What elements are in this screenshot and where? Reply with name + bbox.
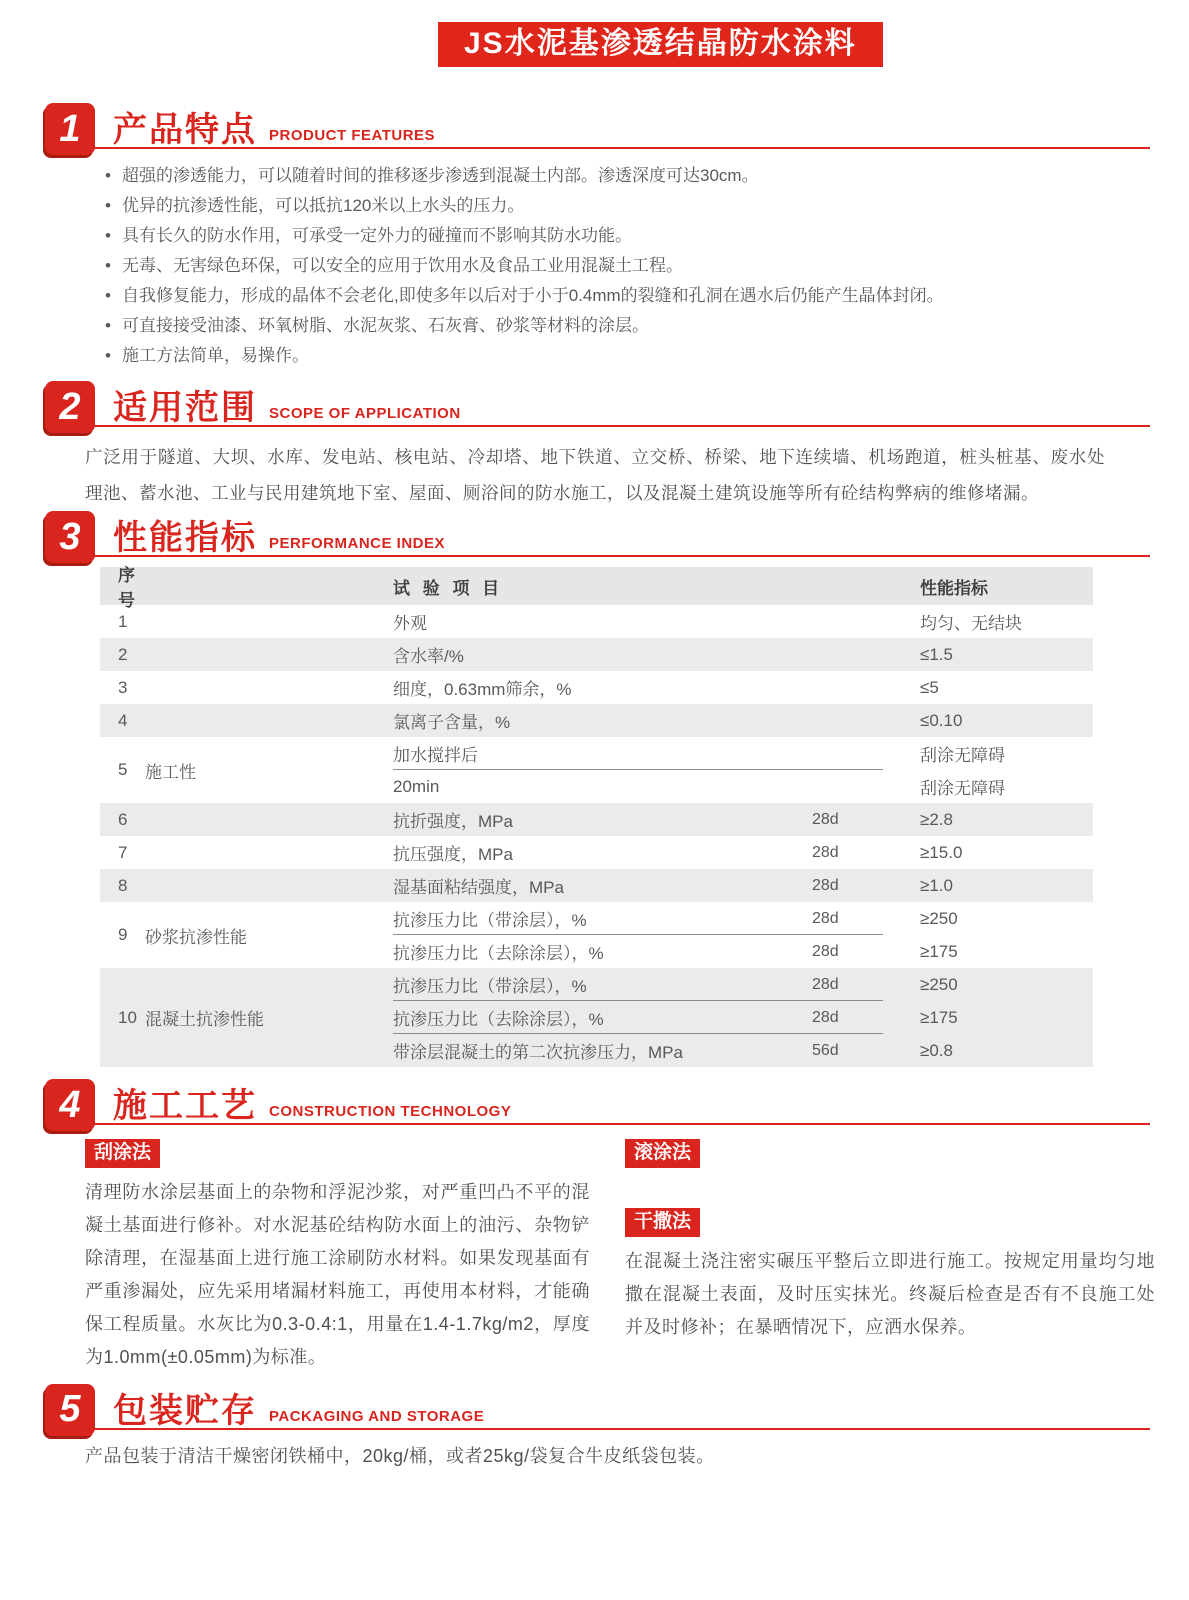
section-number-badge: 5 (45, 1384, 95, 1436)
row-number: 3 (118, 677, 128, 697)
test-item: 20min (393, 776, 440, 796)
test-item: 细度，0.63mm筛余，% (393, 680, 572, 699)
feature-item: • 可直接接受油漆、环氧树脂、水泥灰浆、石灰膏、砂浆等材料的涂层。 (105, 311, 1069, 341)
test-item: 抗折强度，MPa (393, 812, 513, 831)
row-lines (393, 836, 1093, 869)
performance-table (100, 567, 1093, 1067)
test-item: 外观 (393, 614, 427, 633)
test-index: ≥175 (920, 941, 958, 961)
test-index: ≤5 (920, 677, 939, 697)
test-index: ≤1.5 (920, 644, 953, 664)
test-index: ≥175 (920, 1007, 958, 1027)
table-row (100, 638, 1093, 671)
table-subrow (393, 1001, 1093, 1034)
feature-item: • 自我修复能力，形成的晶体不会老化,即使多年以后对于小于0.4mm的裂缝和孔洞在遇水后仍能产生晶体封闭。 (105, 281, 1069, 311)
feature-item: • 施工方法简单，易操作。 (105, 341, 1069, 371)
test-index: 均匀、无结块 (920, 614, 1022, 633)
section-subtitle: SCOPE OF APPLICATION (269, 405, 461, 422)
test-item: 抗渗压力比（去除涂层），% (393, 1010, 604, 1029)
feature-item: • 具有长久的防水作用，可承受一定外力的碰撞而不影响其防水功能。 (105, 221, 1069, 251)
test-age: 28d (812, 876, 839, 894)
feature-item: • 超强的渗透能力，可以随着时间的推移逐步渗透到混凝土内部。渗透深度可达30cm。 (105, 161, 1069, 191)
row-lines (393, 704, 1093, 737)
test-index: ≥0.8 (920, 1040, 953, 1060)
section-number-badge: 1 (45, 103, 95, 155)
row-number: 10 (118, 1007, 137, 1027)
row-number: 4 (118, 710, 128, 730)
section-header-product-features (45, 103, 1150, 149)
table-subrow (393, 836, 1093, 869)
column-header-index: 性能指标 (920, 578, 988, 598)
test-age: 28d (812, 810, 839, 828)
features-list (105, 161, 1069, 371)
test-item: 带涂层混凝土的第二次抗渗压力，MPa (393, 1043, 683, 1062)
row-number: 1 (118, 611, 128, 631)
feature-item: • 优异的抗渗透性能，可以抵抗120米以上水头的压力。 (105, 191, 1069, 221)
table-header-row (100, 566, 1093, 610)
row-lines (393, 737, 1093, 803)
table-row (100, 803, 1093, 836)
test-item: 加水搅拌后 (393, 746, 478, 765)
table-row (100, 869, 1093, 902)
dry-sprinkle-method-text: 在混凝土浇注密实碾压平整后立即进行施工。按规定用量均匀地撒在混凝土表面，及时压实抹光。终凝后检查是否有不良施工处并及时修补；在暴晒情况下，应洒水保养。 (625, 1250, 1155, 1337)
table-subrow (393, 704, 1093, 737)
table-row (100, 737, 1093, 803)
row-lines (393, 605, 1093, 638)
construction-columns (85, 1139, 1189, 1374)
section-header-construction (45, 1079, 1150, 1125)
test-age: 28d (812, 843, 839, 861)
test-age: 56d (812, 1041, 839, 1059)
row-lines (393, 869, 1093, 902)
row-attribute: 砂浆抗渗性能 (145, 927, 247, 947)
test-item: 抗渗压力比（去除涂层），% (393, 944, 604, 963)
table-row (100, 902, 1093, 968)
table-row (100, 605, 1093, 638)
row-number: 5 (118, 760, 128, 779)
table-subrow (393, 935, 1093, 968)
table-row (100, 671, 1093, 704)
table-subrow (393, 638, 1093, 671)
section-title: 施工工艺 (113, 1087, 257, 1125)
section-subtitle: CONSTRUCTION TECHNOLOGY (269, 1103, 512, 1120)
section-header-scope (45, 381, 1150, 427)
test-item: 抗渗压力比（带涂层），% (393, 911, 587, 930)
section-subtitle: PRODUCT FEATURES (269, 127, 436, 144)
feature-item: • 无毒、无害绿色环保，可以安全的应用于饮用水及食品工业用混凝土工程。 (105, 251, 1069, 281)
table-subrow (393, 968, 1093, 1001)
test-index: 刮涂无障碍 (920, 779, 1005, 798)
test-age: 28d (812, 1008, 839, 1026)
test-index: ≥1.0 (920, 875, 953, 895)
test-age: 28d (812, 975, 839, 993)
row-lines (393, 638, 1093, 671)
section-title: 性能指标 (113, 519, 257, 557)
table-subrow (393, 605, 1093, 638)
scrape-method-text: 清理防水涂层基面上的杂物和浮泥沙浆，对严重凹凸不平的混凝土基面进行修补。对水泥基砼结构防水面上的油污、杂物铲除清理，在湿基面上进行施工涂刷防水材料。如果发现基面有严重渗漏处，应先采用堵漏材料施工，再使用本材料，才能确保工程质量。水灰比为0.3-0.4:1，用量在1.4-1.7kg/m2，厚度为1.0mm(±0.05mm)为标准。 (85, 1181, 590, 1367)
test-index: ≥2.8 (920, 809, 953, 829)
scope-paragraph: 广泛用于隧道、大坝、水库、发电站、核电站、冷却塔、地下铁道、立交桥、桥梁、地下连续墙、机场跑道，桩头桩基、废水处理池、蓄水池、工业与民用建筑地下室、屋面、厕浴间的防水施工，以及混凝土建筑设施等所有砼结构弊病的维修堵漏。 (85, 447, 1105, 503)
section-number-badge: 3 (45, 511, 95, 563)
row-number: 2 (118, 644, 128, 664)
column-header-item: 试 验 项 目 (393, 578, 504, 598)
table-row (100, 836, 1093, 869)
table-subrow (393, 869, 1093, 902)
column-header-no: 序号 (118, 566, 135, 610)
test-item: 含水率/% (393, 647, 464, 666)
section-subtitle: PERFORMANCE INDEX (269, 535, 446, 552)
section-number-badge: 2 (45, 381, 95, 433)
test-index: ≤0.10 (920, 710, 963, 730)
row-number: 7 (118, 842, 128, 862)
row-lines (393, 671, 1093, 704)
scrape-method-column (85, 1139, 590, 1374)
product-title-banner: JS水泥基渗透结晶防水涂料 (438, 22, 883, 67)
section-header-packaging (45, 1384, 1150, 1430)
row-lines (393, 803, 1093, 836)
test-age: 28d (812, 942, 839, 960)
table-subrow (393, 803, 1093, 836)
test-index: 刮涂无障碍 (920, 746, 1005, 765)
row-attribute: 施工性 (145, 762, 196, 782)
dry-sprinkle-method-badge: 干撒法 (625, 1208, 700, 1237)
row-number: 8 (118, 875, 128, 895)
packaging-text: 产品包装于清洁干燥密闭铁桶中，20kg/桶，或者25kg/袋复合牛皮纸袋包装。 (85, 1445, 715, 1466)
roll-method-badge: 滚涂法 (625, 1139, 700, 1168)
section-title: 适用范围 (113, 389, 257, 427)
row-number: 6 (118, 809, 128, 829)
test-index: ≥15.0 (920, 842, 963, 862)
test-index: ≥250 (920, 974, 958, 994)
table-row (100, 704, 1093, 737)
table-subrow (393, 770, 1093, 803)
section-title: 包装贮存 (113, 1391, 257, 1430)
row-lines (393, 902, 1093, 968)
row-attribute: 混凝土抗渗性能 (145, 1010, 264, 1029)
table-subrow (393, 902, 1093, 935)
table-subrow (393, 737, 1093, 770)
row-number: 9 (118, 925, 128, 944)
test-item: 湿基面粘结强度，MPa (393, 878, 564, 897)
table-subrow (393, 1034, 1093, 1067)
table-subrow (393, 671, 1093, 704)
table-body (100, 605, 1093, 1067)
test-age: 28d (812, 909, 839, 927)
section-number-badge: 4 (45, 1079, 95, 1131)
test-item: 氯离子含量，% (393, 713, 511, 732)
table-row (100, 968, 1093, 1067)
section-title: 产品特点 (113, 111, 257, 149)
roll-dry-method-column (625, 1139, 1155, 1374)
test-item: 抗渗压力比（带涂层），% (393, 977, 587, 996)
section-subtitle: PACKAGING AND STORAGE (269, 1407, 485, 1425)
test-item: 抗压强度，MPa (393, 845, 513, 864)
section-header-performance (45, 511, 1150, 557)
row-lines (393, 968, 1093, 1067)
scrape-method-badge: 刮涂法 (85, 1139, 160, 1168)
test-index: ≥250 (920, 908, 958, 928)
